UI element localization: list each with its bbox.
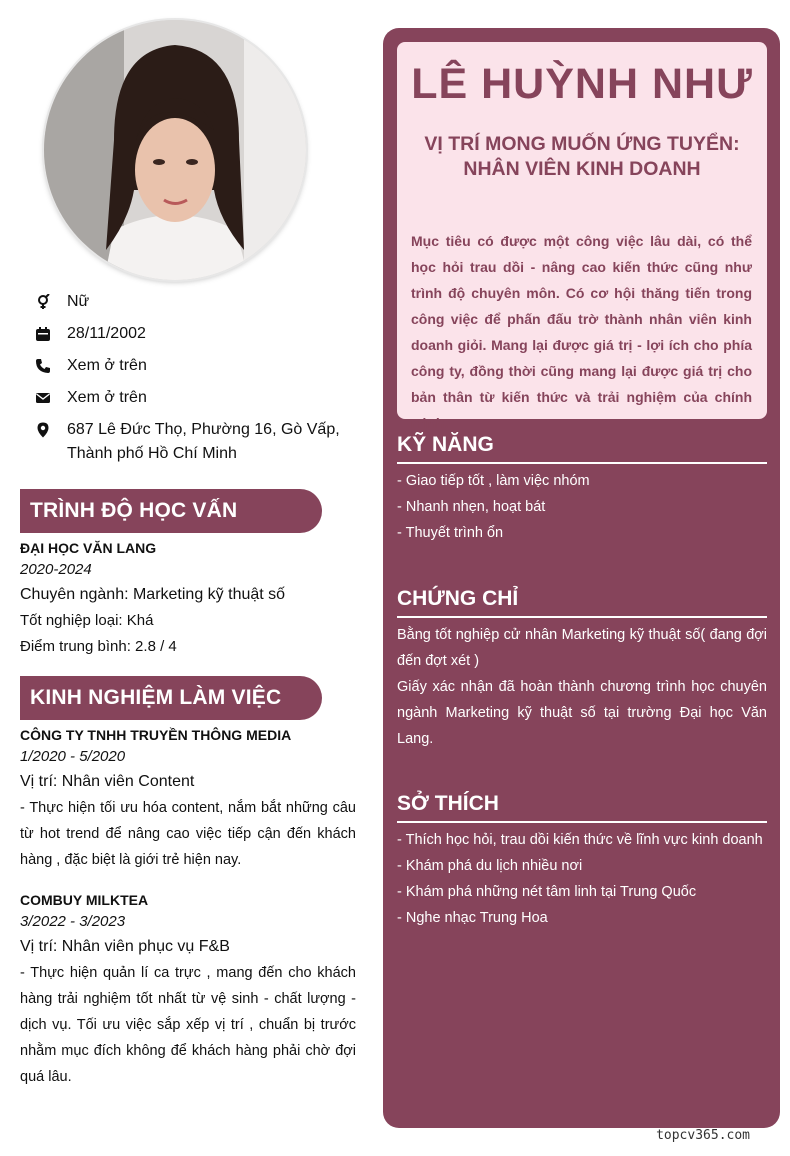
experience-job-2 [20,890,356,1090]
skill-item: - Thuyết trình ổn [397,525,504,541]
certificate-item: Giấy xác nhận đã hoàn thành chương trình học chuyên ngành Marketing kỹ thuật số tại trường Đại học Văn Lang. [397,679,767,747]
job-role: Vị trí: Nhân viên Content [20,773,195,790]
footer-watermark: topcv365.com [656,1128,750,1143]
birthday-text: 28/11/2002 [67,325,146,342]
career-objective: Mục tiêu có được một công việc lâu dài, có thể học hỏi trau dồi - nâng cao kiến thức cũng như trình độ chuyên môn. Có cơ hội thăng tiến trong công việc để phấn đấu trờ thành nhân viên kinh doanh giỏi. Mang lại được giá trị - lợi ích cho phía công ty, đồng thời cũng mang lại được giá trị cho bản thân từ kiến thức và trải nghiệm của chính mình. [411,233,752,431]
email-text: Xem ở trên [67,389,147,406]
experience-heading: KINH NGHIỆM LÀM VIỆC [20,676,322,720]
hobby-item: - Khám phá những nét tâm linh tại Trung Quốc [397,884,697,900]
job-period: 1/2020 - 5/2020 [20,748,126,765]
hobbies-section [397,789,767,931]
gender-text: Nữ [67,293,90,310]
skill-item: - Nhanh nhẹn, hoạt bát [397,499,546,515]
education-gpa: Điểm trung bình: 2.8 / 4 [20,638,177,655]
education-heading: TRÌNH ĐỘ HỌC VẤN [20,489,322,533]
job-role: Vị trí: Nhân viên phục vụ F&B [20,938,230,955]
desired-position: VỊ TRÍ MONG MUỐN ỨNG TUYỂN: NHÂN VIÊN KINH DOANH [424,133,740,180]
job-company: COMBUY MILKTEA [20,892,149,908]
header-card [397,42,767,431]
skill-item: - Giao tiếp tốt , làm việc nhóm [397,473,590,489]
certificate-item: Bằng tốt nghiệp cử nhân Marketing kỹ thuật số( đang đợi đến đợt xét ) [397,627,767,669]
experience-job-1 [20,725,356,873]
job-company: CÔNG TY TNHH TRUYỀN THÔNG MEDIA [20,727,292,743]
location-pin-icon [32,418,54,442]
gender-icon [32,290,54,314]
certificates-heading: CHỨNG CHỈ [397,584,767,618]
envelope-icon [32,386,54,410]
hobby-item: - Khám phá du lịch nhiều nơi [397,858,583,874]
contact-birthday [32,322,362,346]
education-grade: Tốt nghiệp loại: Khá [20,612,154,629]
contact-address [32,418,362,466]
skills-section [397,430,767,546]
hobby-item: - Thích học hỏi, trau dồi kiến thức về lĩnh vực kinh doanh [397,832,763,848]
certificates-section [397,584,767,752]
skills-heading: KỸ NĂNG [397,430,767,464]
right-column [383,28,780,1128]
job-description: - Thực hiện tối ưu hóa content, nắm bắt những câu từ hot trend để nâng cao việc tiếp cận đến khách hàng , đặc biệt là giới trẻ hiện nay. [20,800,356,868]
education-period: 2020-2024 [20,561,92,578]
candidate-name: LÊ HUỲNH NHƯ [411,60,753,108]
contact-list [32,290,362,474]
school-name: ĐẠI HỌC VĂN LANG [20,540,157,556]
contact-email [32,386,362,410]
contact-gender [32,290,362,314]
phone-icon [32,354,54,378]
education-major: Chuyên ngành: Marketing kỹ thuật số [20,586,286,603]
hobby-item: - Nghe nhạc Trung Hoa [397,910,548,926]
calendar-icon [32,322,54,346]
job-description: - Thực hiện quản lí ca trực , mang đến cho khách hàng trải nghiệm tốt nhất từ vệ sinh - chất lượng - dịch vụ. Tối ưu việc sắp xếp vị trí , chuẩn bị trước nhằm mục đích không để khách hàng phải chờ đợi quá lâu. [20,965,356,1085]
profile-photo [44,20,306,280]
address-text: 687 Lê Đức Thọ, Phường 16, Gò Vấp, Thành phố Hồ Chí Minh [67,421,340,462]
phone-text: Xem ở trên [67,357,147,374]
hobbies-heading: SỞ THÍCH [397,789,767,823]
education-block [20,538,356,660]
contact-phone [32,354,362,378]
job-period: 3/2022 - 3/2023 [20,913,126,930]
